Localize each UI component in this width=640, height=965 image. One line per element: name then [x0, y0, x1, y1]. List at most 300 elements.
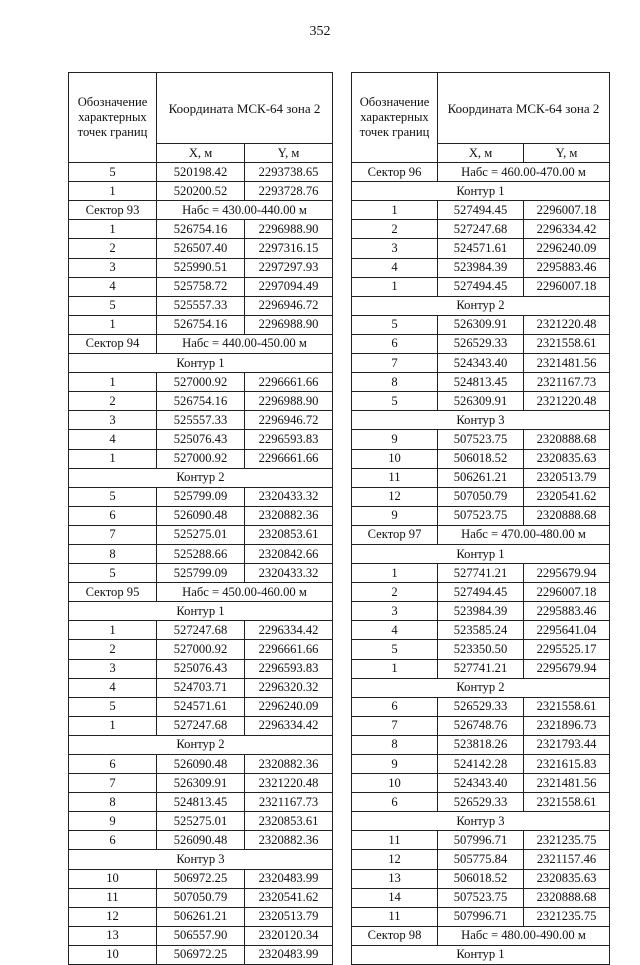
- table-row: [69, 163, 333, 182]
- x-coordinate: 527494.45: [438, 201, 524, 220]
- x-coordinate: 525799.09: [157, 487, 245, 506]
- y-column-header: Y, м: [524, 144, 610, 163]
- y-coordinate: 2295525.17: [524, 640, 610, 659]
- x-coordinate: 525275.01: [157, 525, 245, 544]
- point-number: 6: [352, 697, 438, 716]
- point-number: 12: [352, 487, 438, 506]
- point-number: 8: [352, 373, 438, 392]
- y-coordinate: 2321235.75: [524, 831, 610, 850]
- y-coordinate: 2296661.66: [245, 373, 333, 392]
- x-coordinate: 523818.26: [438, 735, 524, 754]
- y-coordinate: 2296593.83: [245, 430, 333, 449]
- point-number: 8: [69, 544, 157, 563]
- point-number: 1: [352, 201, 438, 220]
- table-row: [69, 220, 333, 239]
- point-number: 2: [69, 239, 157, 258]
- y-coordinate: 2320513.79: [524, 468, 610, 487]
- point-number: 5: [69, 697, 157, 716]
- x-coordinate: 526529.33: [438, 334, 524, 353]
- contour-label: Контур 1: [69, 602, 333, 621]
- page-number: 352: [309, 24, 331, 39]
- point-number: 14: [352, 888, 438, 907]
- table-row: [352, 334, 610, 353]
- x-coordinate: 507050.79: [157, 888, 245, 907]
- sector-name: Сектор 98: [352, 926, 438, 945]
- x-column-header: X, м: [157, 144, 245, 163]
- table-row: [352, 354, 610, 373]
- y-coordinate: 2321558.61: [524, 793, 610, 812]
- table-row: [69, 869, 333, 888]
- y-coordinate: 2321220.48: [245, 774, 333, 793]
- y-coordinate: 2321157.46: [524, 850, 610, 869]
- table-row: [352, 239, 610, 258]
- table-row: [352, 487, 610, 506]
- y-coordinate: 2320835.63: [524, 869, 610, 888]
- point-number: 2: [69, 392, 157, 411]
- x-coordinate: 526090.48: [157, 506, 245, 525]
- table-row: [69, 373, 333, 392]
- x-coordinate: 527741.21: [438, 564, 524, 583]
- point-number: 1: [69, 716, 157, 735]
- y-coordinate: 2296334.42: [524, 220, 610, 239]
- y-coordinate: 2321220.48: [524, 315, 610, 334]
- table-row: [69, 392, 333, 411]
- table-row: [352, 831, 610, 850]
- y-coordinate: 2320888.68: [524, 506, 610, 525]
- table-row: [69, 907, 333, 926]
- x-coordinate: 507996.71: [438, 907, 524, 926]
- x-coordinate: 525557.33: [157, 296, 245, 315]
- contour-label: Контур 1: [352, 544, 610, 563]
- y-coordinate: 2320483.99: [245, 945, 333, 964]
- sector-name: Сектор 97: [352, 525, 438, 544]
- table-row: [352, 564, 610, 583]
- table-row: [69, 315, 333, 334]
- x-coordinate: 526754.16: [157, 220, 245, 239]
- point-number: 1: [69, 220, 157, 239]
- point-number: 13: [69, 926, 157, 945]
- y-coordinate: 2295679.94: [524, 564, 610, 583]
- y-coordinate: 2296334.42: [245, 621, 333, 640]
- point-number: 3: [69, 258, 157, 277]
- sector-row: [69, 334, 333, 353]
- y-coordinate: 2296240.09: [245, 697, 333, 716]
- point-number: 7: [352, 716, 438, 735]
- table-row: [352, 640, 610, 659]
- point-number: 10: [352, 449, 438, 468]
- point-number: 10: [69, 945, 157, 964]
- x-coordinate: 506972.25: [157, 945, 245, 964]
- y-coordinate: 2321558.61: [524, 334, 610, 353]
- y-coordinate: 2320513.79: [245, 907, 333, 926]
- y-coordinate: 2296007.18: [524, 277, 610, 296]
- y-coordinate: 2296946.72: [245, 411, 333, 430]
- point-number: 11: [352, 468, 438, 487]
- x-coordinate: 520198.42: [157, 163, 245, 182]
- y-coordinate: 2293728.76: [245, 182, 333, 201]
- contour-row: [69, 468, 333, 487]
- table-row: [69, 831, 333, 850]
- y-coordinate: 2321558.61: [524, 697, 610, 716]
- x-coordinate: 524142.28: [438, 755, 524, 774]
- x-coordinate: 506261.21: [157, 907, 245, 926]
- x-coordinate: 525076.43: [157, 430, 245, 449]
- x-coordinate: 524813.45: [438, 373, 524, 392]
- contour-label: Контур 2: [352, 678, 610, 697]
- point-number: 5: [352, 640, 438, 659]
- table-row: [352, 869, 610, 888]
- table-row: [352, 220, 610, 239]
- contour-label: Контур 3: [352, 411, 610, 430]
- x-coordinate: 523350.50: [438, 640, 524, 659]
- table-row: [352, 392, 610, 411]
- y-coordinate: 2296320.32: [245, 678, 333, 697]
- contour-row: [69, 735, 333, 754]
- x-coordinate: 507050.79: [438, 487, 524, 506]
- point-number: 5: [352, 315, 438, 334]
- y-coordinate: 2320483.99: [245, 869, 333, 888]
- point-number: 7: [69, 525, 157, 544]
- table-row: [352, 735, 610, 754]
- altitude-range: Нaбс = 470.00-480.00 м: [438, 525, 610, 544]
- x-coordinate: 525758.72: [157, 277, 245, 296]
- x-coordinate: 527741.21: [438, 659, 524, 678]
- table-row: [69, 640, 333, 659]
- table-row: [69, 258, 333, 277]
- point-number: 11: [352, 831, 438, 850]
- table-row: [69, 525, 333, 544]
- y-coordinate: 2296988.90: [245, 220, 333, 239]
- sector-row: [352, 163, 610, 182]
- y-coordinate: 2296661.66: [245, 640, 333, 659]
- x-coordinate: 524571.61: [157, 697, 245, 716]
- y-coordinate: 2321481.56: [524, 774, 610, 793]
- table-row: [352, 774, 610, 793]
- point-number: 6: [352, 334, 438, 353]
- y-coordinate: 2293738.65: [245, 163, 333, 182]
- point-number: 4: [69, 678, 157, 697]
- table-row: [352, 277, 610, 296]
- table-row: [352, 201, 610, 220]
- contour-row: [69, 602, 333, 621]
- table-row: [352, 602, 610, 621]
- table-row: [352, 697, 610, 716]
- y-coordinate: 2320882.36: [245, 755, 333, 774]
- point-number: 8: [69, 793, 157, 812]
- x-coordinate: 507523.75: [438, 430, 524, 449]
- table-row: [352, 468, 610, 487]
- point-number: 9: [69, 812, 157, 831]
- altitude-range: Нaбс = 450.00-460.00 м: [157, 583, 333, 602]
- y-coordinate: 2296661.66: [245, 449, 333, 468]
- table-row: [69, 812, 333, 831]
- table-row: [352, 888, 610, 907]
- point-number: 3: [352, 602, 438, 621]
- sector-row: [69, 583, 333, 602]
- x-coordinate: 523984.39: [438, 602, 524, 621]
- x-coordinate: 526748.76: [438, 716, 524, 735]
- x-coordinate: 523984.39: [438, 258, 524, 277]
- table-row: [352, 430, 610, 449]
- point-number: 9: [352, 506, 438, 525]
- y-coordinate: 2320888.68: [524, 888, 610, 907]
- y-coordinate: 2321896.73: [524, 716, 610, 735]
- altitude-range: Нaбс = 440.00-450.00 м: [157, 334, 333, 353]
- contour-label: Контур 2: [69, 735, 333, 754]
- x-coordinate: 505775.84: [438, 850, 524, 869]
- table-row: [69, 926, 333, 945]
- point-number: 4: [69, 277, 157, 296]
- table-row: [69, 774, 333, 793]
- point-number: 6: [352, 793, 438, 812]
- x-column-header: X, м: [438, 144, 524, 163]
- y-coordinate: 2295679.94: [524, 659, 610, 678]
- point-number: 1: [69, 621, 157, 640]
- y-coordinate: 2320541.62: [524, 487, 610, 506]
- y-coordinate: 2321167.73: [524, 373, 610, 392]
- x-coordinate: 525275.01: [157, 812, 245, 831]
- contour-row: [69, 850, 333, 869]
- sector-row: [69, 201, 333, 220]
- point-number: 4: [352, 621, 438, 640]
- table-row: [69, 716, 333, 735]
- y-coordinate: 2297316.15: [245, 239, 333, 258]
- table-row: [69, 793, 333, 812]
- point-number: 2: [352, 583, 438, 602]
- x-coordinate: 524343.40: [438, 774, 524, 793]
- y-coordinate: 2321167.73: [245, 793, 333, 812]
- contour-row: [352, 678, 610, 697]
- contour-row: [352, 945, 610, 964]
- point-number: 9: [352, 430, 438, 449]
- y-coordinate: 2296988.90: [245, 315, 333, 334]
- point-number: 4: [69, 430, 157, 449]
- x-coordinate: 526507.40: [157, 239, 245, 258]
- y-column-header: Y, м: [245, 144, 333, 163]
- sector-name: Сектор 94: [69, 334, 157, 353]
- y-coordinate: 2320835.63: [524, 449, 610, 468]
- y-coordinate: 2296007.18: [524, 201, 610, 220]
- table-row: [69, 182, 333, 201]
- x-coordinate: 527000.92: [157, 640, 245, 659]
- table-row: [352, 258, 610, 277]
- x-coordinate: 525990.51: [157, 258, 245, 277]
- table-row: [352, 583, 610, 602]
- point-number: 1: [69, 315, 157, 334]
- y-coordinate: 2297094.49: [245, 277, 333, 296]
- contour-label: Контур 2: [352, 296, 610, 315]
- y-coordinate: 2320433.32: [245, 487, 333, 506]
- point-number: 13: [352, 869, 438, 888]
- x-coordinate: 527247.68: [157, 716, 245, 735]
- sector-row: [352, 525, 610, 544]
- x-coordinate: 523585.24: [438, 621, 524, 640]
- point-number: 5: [69, 487, 157, 506]
- y-coordinate: 2295641.04: [524, 621, 610, 640]
- point-number: 5: [69, 296, 157, 315]
- table-row: [352, 659, 610, 678]
- x-coordinate: 526754.16: [157, 315, 245, 334]
- point-number: 9: [352, 755, 438, 774]
- point-number: 11: [352, 907, 438, 926]
- x-coordinate: 526529.33: [438, 697, 524, 716]
- point-number: 11: [69, 888, 157, 907]
- x-coordinate: 506018.52: [438, 869, 524, 888]
- x-coordinate: 527247.68: [438, 220, 524, 239]
- point-number: 7: [69, 774, 157, 793]
- y-coordinate: 2297297.93: [245, 258, 333, 277]
- table-row: [69, 678, 333, 697]
- table-row: [69, 411, 333, 430]
- contour-row: [352, 182, 610, 201]
- x-coordinate: 506972.25: [157, 869, 245, 888]
- y-coordinate: 2321615.83: [524, 755, 610, 774]
- sector-name: Сектор 96: [352, 163, 438, 182]
- sector-row: [352, 926, 610, 945]
- x-coordinate: 506261.21: [438, 468, 524, 487]
- y-coordinate: 2296946.72: [245, 296, 333, 315]
- point-number: 6: [69, 506, 157, 525]
- table-row: [69, 239, 333, 258]
- x-coordinate: 524813.45: [157, 793, 245, 812]
- x-coordinate: 525076.43: [157, 659, 245, 678]
- contour-row: [69, 354, 333, 373]
- y-coordinate: 2320853.61: [245, 812, 333, 831]
- table-row: [352, 755, 610, 774]
- contour-label: Контур 1: [69, 354, 333, 373]
- contour-row: [352, 296, 610, 315]
- point-number: 8: [352, 735, 438, 754]
- sector-name: Сектор 95: [69, 583, 157, 602]
- x-coordinate: 520200.52: [157, 182, 245, 201]
- x-coordinate: 506557.90: [157, 926, 245, 945]
- table-body: [69, 163, 333, 965]
- x-coordinate: 524703.71: [157, 678, 245, 697]
- y-coordinate: 2320888.68: [524, 430, 610, 449]
- x-coordinate: 507996.71: [438, 831, 524, 850]
- y-coordinate: 2320120.34: [245, 926, 333, 945]
- y-coordinate: 2296988.90: [245, 392, 333, 411]
- y-coordinate: 2295883.46: [524, 602, 610, 621]
- contour-label: Контур 3: [69, 850, 333, 869]
- point-number: 12: [69, 907, 157, 926]
- table-body: [352, 163, 610, 965]
- point-designation-header: Обозначение характерных точек границ: [69, 73, 157, 163]
- contour-row: [352, 544, 610, 563]
- point-number: 1: [352, 564, 438, 583]
- table-row: [69, 506, 333, 525]
- point-number: 3: [352, 239, 438, 258]
- x-coordinate: 527494.45: [438, 277, 524, 296]
- x-coordinate: 527000.92: [157, 449, 245, 468]
- x-coordinate: 527247.68: [157, 621, 245, 640]
- y-coordinate: 2321481.56: [524, 354, 610, 373]
- y-coordinate: 2296593.83: [245, 659, 333, 678]
- x-coordinate: 527000.92: [157, 373, 245, 392]
- point-number: 10: [352, 774, 438, 793]
- point-number: 3: [69, 659, 157, 678]
- y-coordinate: 2320433.32: [245, 564, 333, 583]
- table-row: [69, 888, 333, 907]
- table-row: [69, 544, 333, 563]
- contour-label: Контур 2: [69, 468, 333, 487]
- point-number: 1: [352, 277, 438, 296]
- y-coordinate: 2296007.18: [524, 583, 610, 602]
- table-row: [352, 907, 610, 926]
- table-row: [352, 506, 610, 525]
- coordinate-system-header: Координата МСК-64 зона 2: [438, 73, 610, 144]
- table-row: [352, 793, 610, 812]
- point-number: 6: [69, 755, 157, 774]
- point-number: 1: [69, 449, 157, 468]
- y-coordinate: 2320541.62: [245, 888, 333, 907]
- point-number: 5: [69, 564, 157, 583]
- point-number: 2: [352, 220, 438, 239]
- table-row: [352, 716, 610, 735]
- contour-label: Контур 3: [352, 812, 610, 831]
- contour-label: Контур 1: [352, 945, 610, 964]
- x-coordinate: 507523.75: [438, 506, 524, 525]
- coordinates-table-left: [68, 72, 333, 965]
- table-row: [69, 621, 333, 640]
- point-designation-header: Обозначение характерных точек границ: [352, 73, 438, 163]
- y-coordinate: 2320853.61: [245, 525, 333, 544]
- table-row: [352, 449, 610, 468]
- x-coordinate: 525557.33: [157, 411, 245, 430]
- contour-row: [352, 411, 610, 430]
- x-coordinate: 525288.66: [157, 544, 245, 563]
- table-row: [69, 430, 333, 449]
- y-coordinate: 2321793.44: [524, 735, 610, 754]
- table-row: [352, 850, 610, 869]
- table-row: [352, 621, 610, 640]
- x-coordinate: 507523.75: [438, 888, 524, 907]
- y-coordinate: 2296334.42: [245, 716, 333, 735]
- y-coordinate: 2321220.48: [524, 392, 610, 411]
- contour-row: [352, 812, 610, 831]
- table-row: [69, 296, 333, 315]
- point-number: 5: [352, 392, 438, 411]
- point-number: 7: [352, 354, 438, 373]
- coordinate-system-header: Координата МСК-64 зона 2: [157, 73, 333, 144]
- altitude-range: Нaбс = 460.00-470.00 м: [438, 163, 610, 182]
- x-coordinate: 526090.48: [157, 755, 245, 774]
- table-row: [69, 945, 333, 964]
- coordinates-table-right: [351, 72, 610, 965]
- point-number: 6: [69, 831, 157, 850]
- x-coordinate: 524343.40: [438, 354, 524, 373]
- y-coordinate: 2295883.46: [524, 258, 610, 277]
- point-number: 10: [69, 869, 157, 888]
- table-row: [352, 373, 610, 392]
- x-coordinate: 526309.91: [438, 315, 524, 334]
- table-row: [69, 564, 333, 583]
- y-coordinate: 2320882.36: [245, 831, 333, 850]
- contour-label: Контур 1: [352, 182, 610, 201]
- table-row: [352, 315, 610, 334]
- x-coordinate: 506018.52: [438, 449, 524, 468]
- y-coordinate: 2321235.75: [524, 907, 610, 926]
- x-coordinate: 526309.91: [438, 392, 524, 411]
- table-row: [69, 487, 333, 506]
- x-coordinate: 526309.91: [157, 774, 245, 793]
- point-number: 4: [352, 258, 438, 277]
- x-coordinate: 526090.48: [157, 831, 245, 850]
- y-coordinate: 2296240.09: [524, 239, 610, 258]
- x-coordinate: 527494.45: [438, 583, 524, 602]
- table-row: [69, 755, 333, 774]
- altitude-range: Нaбс = 430.00-440.00 м: [157, 201, 333, 220]
